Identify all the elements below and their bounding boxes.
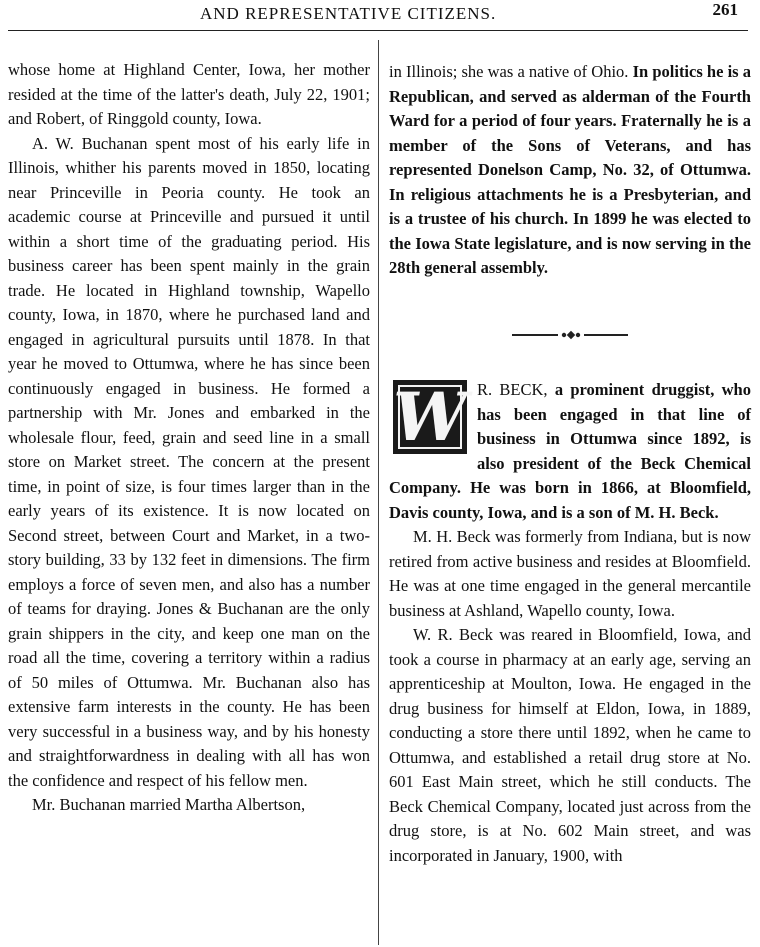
- column-divider: [378, 40, 379, 945]
- politics-body: In politics he is a Republican, and served as alderman of the Fourth Ward for a period of four years. Fraternally he is a member of the Sons of Veterans, and has represented Donelson Camp, No. 32, of Ottumwa. In religious attachments he is a Presbyterian, and is a trustee of his church. In 1899 he was elected to the Iowa State legislature, and is now serving in the 28th general assembly.: [389, 62, 751, 277]
- running-head: AND REPRESENTATIVE CITIZENS.: [200, 4, 497, 23]
- dropcap-initial: [393, 380, 467, 454]
- beck-intro-lead: R. BECK,: [477, 380, 555, 399]
- beck-intro-body: a prominent druggist, who has been engaged in that line of business in Ottumwa since 1892, is also president of the Beck Chemical Company. He was born in 1866, at Bloomfield, Davis county, Iowa, and is a son of M. H. Beck.: [389, 380, 751, 522]
- politics-lead: in Illinois; she was a native of Ohio.: [389, 62, 633, 81]
- right-column-top: [389, 60, 751, 281]
- left-column: [8, 58, 370, 818]
- paragraph-buchanan-marriage: Mr. Buchanan married Martha Albertson,: [32, 795, 306, 814]
- paragraph-politics: [389, 60, 751, 281]
- page-number: 261: [712, 0, 738, 19]
- paragraph-family: whose home at Highland Center, Iowa, her mother resided at the time of the latter's death, July 22, 1901; and Robert, of Ringgold county, Iowa.: [8, 60, 370, 128]
- page-header: [0, 0, 760, 30]
- paragraph-mh-beck: M. H. Beck was formerly from Indiana, but is now retired from active business and resides at Bloomfield. He was at one time engaged in the general mercantile business at Ashland, Wapello county, Iowa.: [389, 527, 751, 620]
- paragraph-buchanan-career: A. W. Buchanan spent most of his early life in Illinois, whither his parents moved in 1850, locating near Princeville in Peoria county. He took an academic course at Princeville and pursued it until within a short time of the graduating period. His business career has been spent mainly in the grain trade. He located in Highland township, Wapello county, Iowa, in 1870, where he purchased land and engaged in agricultural pursuits until 1878. In that year he moved to Ottumwa, where he has since been continuously engaged in business. He formed a partnership with Mr. Jones and embarked in the wholesale flour, feed, grain and seed line in a small store on Market street. The concern at the present time, in point of size, is four times larger than in the early years of its existence. It is now located on Second street, between Court and Market, in a two-story building, 33 by 132 feet in dimensions. The firm employs a force of seven men, and also has a number of teams for draying. Jones & Buchanan are the only grain shippers in the city, and keep one man on the road all the time, covering a territory within a radius of 50 miles of Ottumwa. Mr. Buchanan also has extensive farm interests in the county. He has been very successful in a business way, and by his honesty and straightforwardness in dealing with all has won the confidence and respect of his fellow men.: [8, 133, 370, 790]
- paragraph-wr-beck: W. R. Beck was reared in Bloomfield, Iowa, and took a course in pharmacy at an early age, serving an apprenticeship at Moulton, Iowa. He engaged in the drug business for himself at Eldon, Iowa, in 1889, conducting a store there until 1892, when he came to Ottumwa, and established a retail drug store at No. 601 East Main street, which he still conducts. The Beck Chemical Company, located just across from the drug store, is at No. 602 Main street, and was incorporated in January, 1900, with: [389, 625, 751, 865]
- beck-section: [389, 378, 751, 868]
- header-rule: [8, 30, 748, 31]
- section-divider-ornament: [510, 325, 630, 345]
- dropcap-letter: W: [393, 378, 468, 456]
